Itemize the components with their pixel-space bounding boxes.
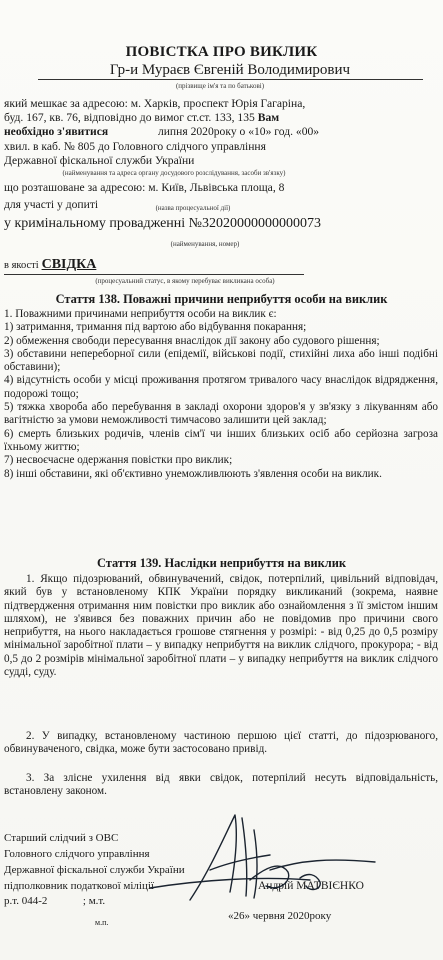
issue-date: «26» червня 2020року: [228, 910, 332, 922]
signer-position-1: Старший слідчий з ОВС: [4, 832, 119, 844]
participation-line: для участі у допиті: [4, 198, 99, 211]
art138-item: 1) затримання, тримання під вартою або відбування покарання;: [4, 321, 307, 334]
proceeding-line: у кримінальному провадженні №32020000000000073: [4, 216, 322, 231]
art138-item: 4) відсутність особи у місці проживання протягом тривалого часу внаслідок відрядження, подорожі тощо;: [4, 374, 438, 400]
art139-paragraph-1: 1. Якщо підозрюваний, обвинувачений, свідок, потерпілий, цивільний відповідач, який був у встановленому КПК України порядку викликаний (зокрема, наявне підтвердження отримання ним повістки про виклик або ознайомлення з її змістом іншим шляхом), не з'явився без поважних причин або не повідомив про причини свого неприбуття, на нього накладається грошове стягнення у розмірі: - від 0,25 до 0,5 розміру мінімальної заробітної плати – у випадку неприбуття на виклик слідчого, прокурора; - від 0,5 до 2 розмірів мінімальної заробітної плати – у випадку неприбуття на виклик слідчого судді, суду.: [4, 573, 438, 679]
residence-line-1: який мешкає за адресою: м. Харків, проспект Юрія Гагаріна,: [4, 97, 306, 110]
status-prefix: в якості: [4, 260, 39, 271]
signer-rank: підполковник податкової міліції: [4, 880, 154, 892]
art138-item: 1. Поважними причинами неприбуття особи на виклик є:: [4, 308, 277, 320]
residence-line-4: хвил. в каб. № 805 до Головного слідчого управління: [4, 140, 266, 153]
appear-date-time: липня 2020року о «10» год. «00»: [157, 125, 320, 138]
name-underline: [38, 79, 423, 80]
work-phone: р.т. 044-2: [4, 895, 48, 907]
residence-line-3: [4, 125, 319, 138]
art139-paragraph-2: 2. У випадку, встановленому частиною першою цієї статті, до підозрюваного, обвинуваченого, свідка, може бути застосовано привід.: [4, 730, 438, 756]
art138-item: 2) обмеження свободи пересування внаслідок дії закону або судового рішення;: [4, 334, 380, 347]
appear-required: необхідно з'явитися: [4, 125, 109, 138]
status-underline: [4, 274, 304, 275]
signer-name: Андрій МАТВІЄНКО: [258, 880, 364, 892]
residence-line-2-text: буд. 167, кв. 76, відповідно до вимог ст.ст. 133, 135: [4, 111, 255, 124]
procedural-status: СВІДКА: [41, 257, 97, 272]
hint-status: (процесуальний статус, в якому перебуває викликана особа): [95, 277, 275, 285]
art138-item: 6) смерть близьких родичів, членів сім'ї чи інших близьких осіб або серйозна загроза їхньому життю;: [4, 427, 438, 453]
residence-line-5: Державної фіскальної служби України: [4, 154, 195, 167]
signer-position-3: Державної фіскальної служби України: [4, 864, 185, 876]
hint-name: (прізвище ім'я та по батькові): [175, 82, 265, 90]
art138-item: 3) обставини непереборної сили (епідемії, військові події, стихійні лиха або інші подібні обставини);: [4, 347, 438, 374]
art138-list: [4, 308, 438, 481]
mobile-phone: ; м.т.: [82, 895, 106, 907]
art138-heading: Стаття 138. Поважні причини неприбуття особи на виклик: [55, 292, 388, 306]
handwritten-signature: [150, 800, 380, 910]
hint-action: (назва процесуальної дії): [155, 204, 231, 212]
hint-organ: (найменування та адреса органу досудового розслідування, засоби зв'язку): [62, 169, 286, 177]
stamp-place: м.п.: [95, 918, 109, 927]
hint-proceeding: (найменування, номер): [170, 240, 240, 248]
status-line: [4, 258, 96, 272]
residence-line-2-bold: Вам: [257, 111, 280, 124]
art138-item: 5) тяжка хвороба або перебування в закладі охорони здоров'я у зв'язку з лікуванням або вагітністю за умови неможливості тимчасово залишити цей заклад;: [4, 401, 438, 427]
art139-heading: Стаття 139. Наслідки неприбуття на виклик: [96, 556, 347, 570]
signer-phones: [4, 895, 105, 907]
location-line: що розташоване за адресою: м. Київ, Львівська площа, 8: [4, 181, 285, 194]
art138-item: 7) несвоєчасне одержання повістки про виклик;: [4, 454, 233, 467]
signer-position-2: Головного слідчого управління: [4, 848, 150, 860]
addressee-name: Гр-и Мураєв Євгеній Володимирович: [109, 62, 351, 78]
art138-item: 8) інші обставини, які об'єктивно унеможливлюють з'явлення особи на виклик.: [4, 467, 382, 480]
document-title: ПОВІСТКА ПРО ВИКЛИК: [125, 44, 318, 60]
residence-line-2: [4, 111, 279, 124]
art139-paragraph-3: 3. За злісне ухилення від явки свідок, потерпілий несуть відповідальність, встановлену законом.: [4, 772, 438, 798]
